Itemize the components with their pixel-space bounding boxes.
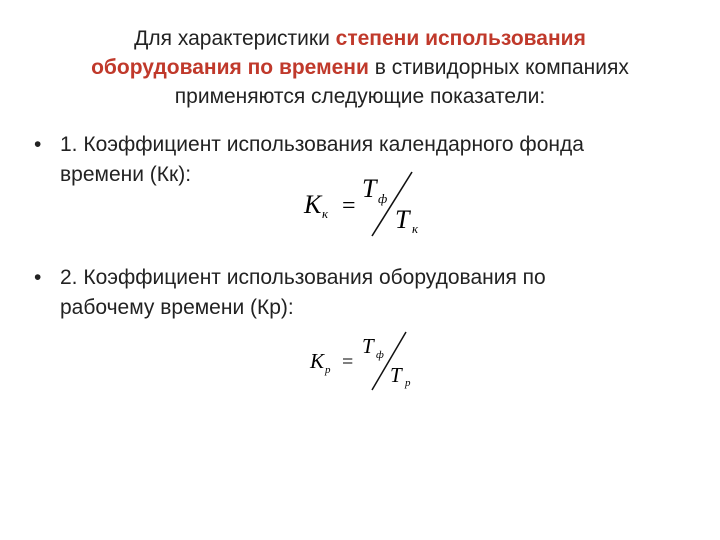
title-highlight: оборудования по времени <box>91 56 369 79</box>
slide-title <box>40 24 680 111</box>
formula-numerator-sub: ф <box>378 191 388 206</box>
formula-numerator-sub: ф <box>376 349 384 361</box>
formula-kk <box>300 170 440 242</box>
formula-lhs-sub: р <box>325 364 331 376</box>
formula-denominator-sub: р <box>405 377 411 389</box>
title-text: в стивидорных компаниях <box>368 56 629 79</box>
formula-kk-svg <box>300 170 440 242</box>
item-line: времени (Кк): <box>60 163 192 186</box>
formula-numerator: T <box>362 334 374 358</box>
title-line-2 <box>40 53 680 82</box>
formula-equals: = <box>342 193 356 219</box>
item-line: 1. Коэффициент использования календарного фонда <box>60 133 584 156</box>
item-text <box>60 263 690 323</box>
bullet-icon: • <box>34 133 42 156</box>
title-text: Для характеристики <box>134 27 336 50</box>
formula-denominator: T <box>390 363 402 387</box>
list-item <box>34 263 694 333</box>
formula-kr-svg <box>306 330 436 394</box>
formula-numerator: T <box>362 174 377 203</box>
formula-denominator-sub: к <box>412 221 419 236</box>
item-line: рабочему времени (Кр): <box>60 296 294 319</box>
formula-lhs: K <box>310 349 325 373</box>
title-line-1 <box>40 24 680 53</box>
item-line: 2. Коэффициент использования оборудования по <box>60 266 546 289</box>
formula-denominator: T <box>395 205 410 234</box>
formula-lhs: K <box>304 190 322 219</box>
bullet-icon: • <box>34 266 42 289</box>
formula-kr <box>306 330 436 394</box>
title-highlight: степени использования <box>335 27 586 50</box>
formula-lhs-sub: к <box>322 206 329 221</box>
title-line-3: применяются следующие показатели: <box>174 85 546 108</box>
formula-equals: = <box>342 351 354 373</box>
